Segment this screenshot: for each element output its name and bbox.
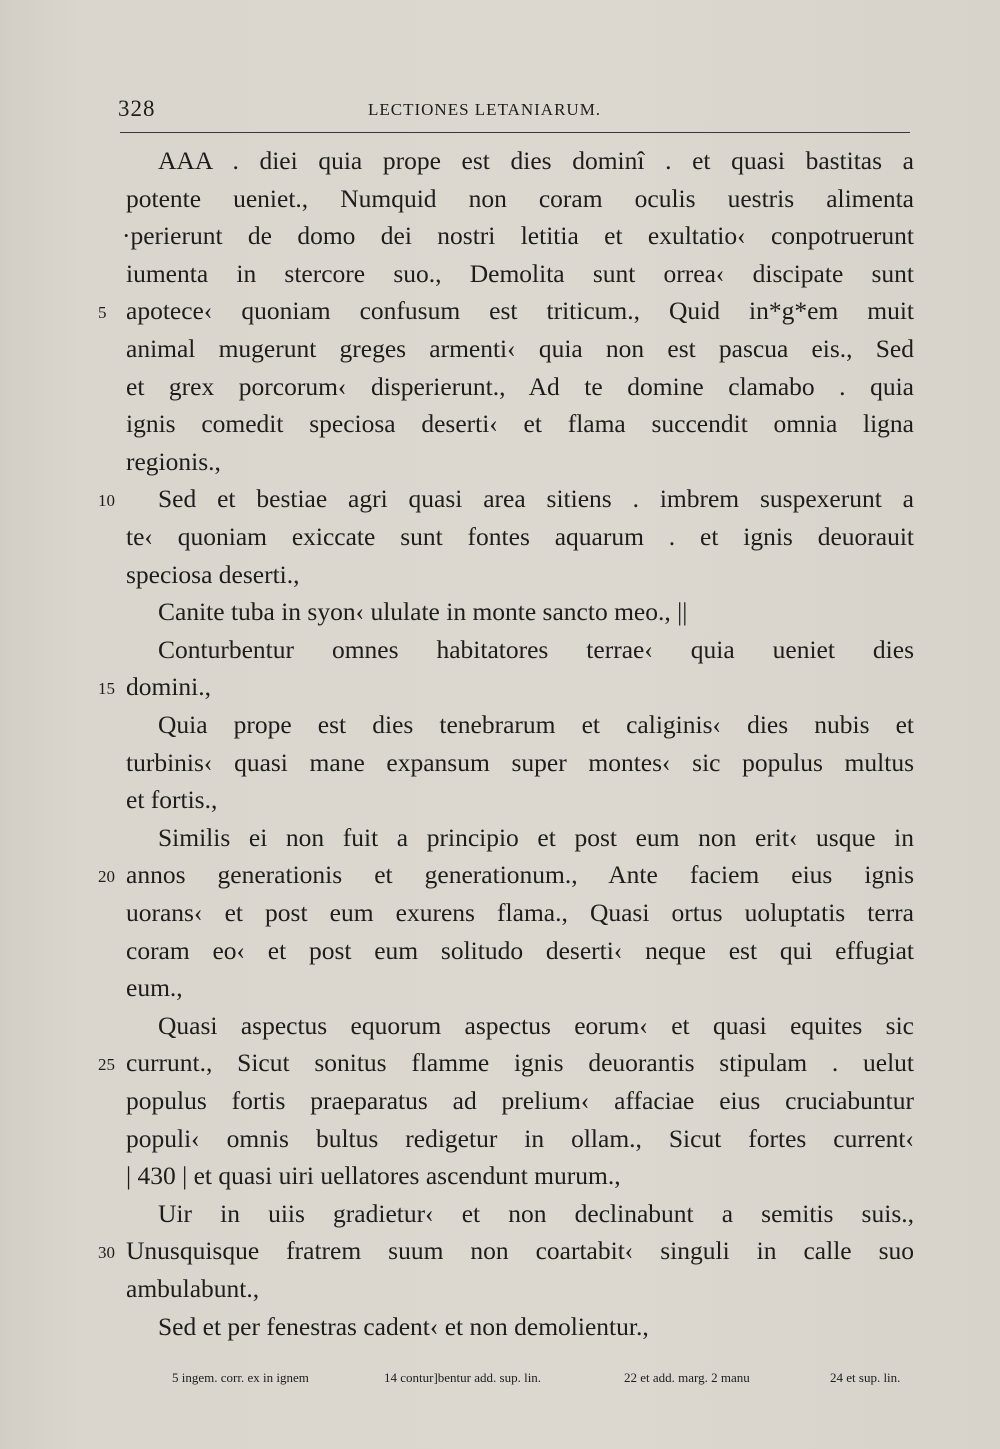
line-text: te‹ quoniam exiccate sunt fontes aquarum . et ignis deuorauit — [126, 522, 914, 551]
header-rule — [120, 132, 910, 133]
text-line — [126, 781, 217, 818]
text-line — [126, 932, 914, 969]
line-text: domini., — [126, 672, 212, 702]
text-line — [126, 969, 183, 1006]
text-line — [126, 368, 914, 405]
text-line — [122, 217, 914, 254]
text-line — [126, 894, 914, 931]
text-line — [126, 1082, 914, 1119]
line-text: Sed et per fenestras cadent‹ et non demolientur., — [158, 1311, 649, 1341]
line-text: Quia prope est dies tenebrarum et caliginis‹ dies nubis et — [158, 710, 914, 739]
text-line — [158, 593, 687, 630]
line-text: Unusquisque fratrem suum non coartabit‹ singuli in calle suo — [126, 1236, 914, 1266]
line-text: regionis., — [126, 446, 221, 476]
line-number: 25 — [98, 1055, 115, 1075]
line-number: 10 — [98, 491, 115, 511]
line-text: annos generationis et generationum., Ante faciem eius ignis — [126, 860, 914, 890]
text-line — [98, 1232, 914, 1269]
line-text: populus fortis praeparatus ad prelium‹ affaciae eius cruciabuntur — [126, 1086, 914, 1115]
footnotes — [172, 1370, 932, 1394]
line-text: ambulabunt., — [126, 1274, 260, 1303]
text-line — [158, 706, 914, 743]
text-line — [126, 1120, 914, 1157]
line-text: coram eo‹ et post eum solitudo deserti‹ neque est qui effugiat — [126, 935, 914, 965]
page-number: 328 — [118, 96, 156, 121]
line-text: ·perierunt de domo dei nostri letitia et exultatio‹ conpotruerunt — [122, 221, 914, 251]
text-line — [98, 292, 914, 329]
line-text: AAA . diei quia prope est dies dominî . et quasi bastitas a — [158, 146, 914, 175]
text-line — [126, 255, 914, 292]
line-text: Similis ei non fuit a principio et post eum non erit‹ usque in — [158, 822, 914, 852]
text-line — [126, 443, 221, 480]
text-line — [98, 856, 914, 893]
line-text: et fortis., — [126, 785, 218, 815]
line-number: 30 — [98, 1243, 115, 1263]
line-number: 15 — [98, 679, 115, 699]
line-text: currunt., Sicut sonitus flamme ignis deuorantis stipulam . uelut — [126, 1048, 914, 1078]
footnote-1: 5 ingem. corr. ex in ignem — [172, 1370, 309, 1385]
text-line — [126, 1270, 259, 1307]
line-text: eum., — [126, 973, 183, 1003]
text-line — [126, 180, 914, 217]
line-number: 5 — [98, 303, 107, 323]
line-text: Canite tuba in syon‹ ululate in monte sancto meo., || — [158, 597, 688, 627]
line-number: 20 — [98, 867, 115, 887]
text-line — [126, 1157, 621, 1194]
text-line — [158, 1308, 649, 1345]
line-text: Conturbentur omnes habitatores terrae‹ quia ueniet dies — [158, 634, 914, 664]
line-text: iumenta in stercore suo., Demolita sunt orrea‹ discipate sunt — [126, 258, 914, 288]
line-text: turbinis‹ quasi mane expansum super montes‹ sic populus multus — [126, 747, 914, 777]
text-line — [158, 1007, 914, 1044]
text-line — [158, 819, 914, 856]
line-text: uorans‹ et post eum exurens flama., Quasi ortus uoluptatis terra — [126, 898, 914, 927]
line-text: potente ueniet., Numquid non coram oculis uestris alimenta — [126, 183, 914, 213]
text-line — [158, 631, 914, 668]
line-text: speciosa deserti., — [126, 559, 300, 589]
text-line — [126, 744, 914, 781]
footnote-2: 14 contur]bentur add. sup. lin. — [384, 1370, 542, 1385]
running-title: LECTIONES LETANIARUM. — [368, 100, 602, 119]
line-text: apotece‹ quoniam confusum est triticum., Quid in*g*em muit — [126, 296, 914, 326]
text-line — [98, 668, 212, 705]
text-line — [126, 330, 914, 367]
text-line — [98, 480, 914, 517]
footnote-3: 22 et add. marg. 2 manu — [624, 1370, 750, 1385]
line-text: Quasi aspectus equorum aspectus eorum‹ et quasi equites sic — [158, 1010, 914, 1040]
text-line — [126, 518, 914, 555]
line-text: populi‹ omnis bultus redigetur in ollam., Sicut fortes current‹ — [126, 1123, 914, 1153]
text-line — [158, 1195, 914, 1232]
text-line — [158, 142, 914, 179]
line-text: Sed et bestiae agri quasi area sitiens . imbrem suspexerunt a — [158, 484, 914, 514]
line-text: | 430 | et quasi uiri uellatores ascendunt murum., — [126, 1161, 621, 1191]
line-text: animal mugerunt greges armenti‹ quia non est pascua eis., Sed — [126, 334, 914, 363]
text-line — [126, 556, 299, 593]
text-line — [98, 1044, 914, 1081]
line-text: Uir in uiis gradietur‹ et non declinabunt a semitis suis., — [158, 1198, 914, 1228]
page-header — [118, 96, 910, 136]
footnote-4: 24 et sup. lin. — [830, 1370, 901, 1385]
text-line — [126, 405, 914, 442]
line-text: ignis comedit speciosa deserti‹ et flama succendit omnia ligna — [126, 409, 914, 439]
line-text: et grex porcorum‹ disperierunt., Ad te domine clamabo . quia — [126, 371, 914, 401]
